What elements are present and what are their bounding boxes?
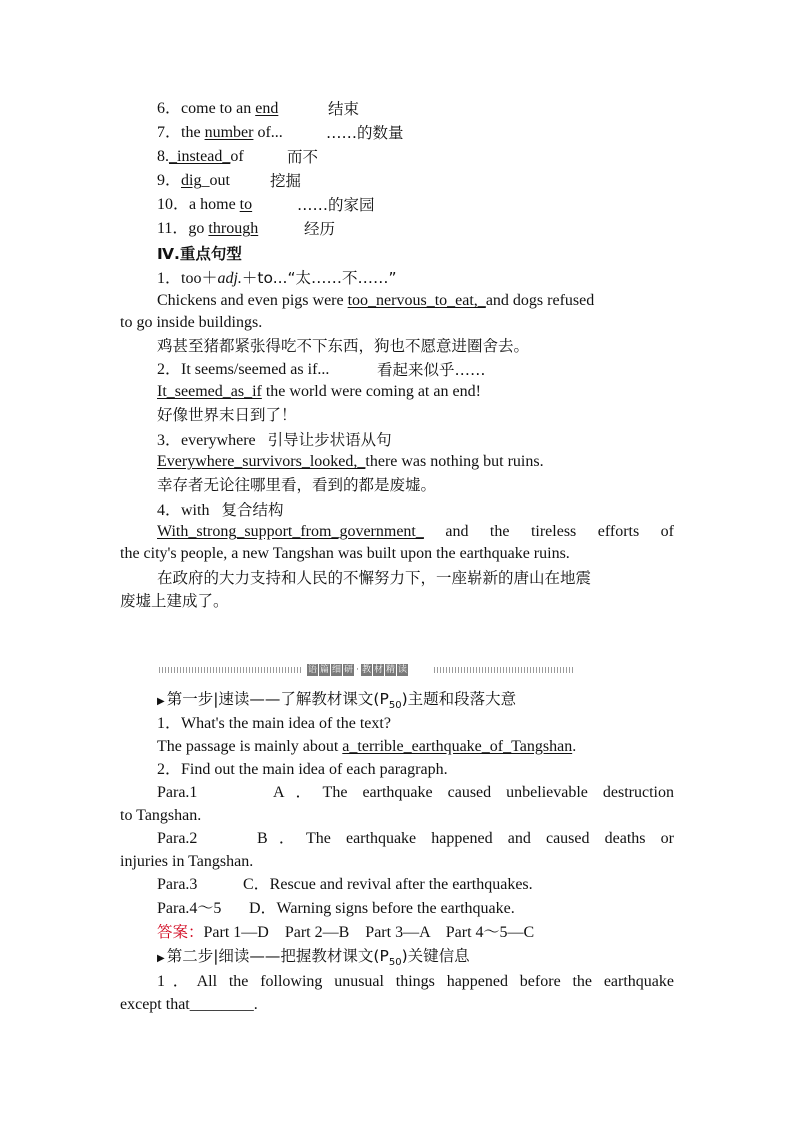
divider-char: 精 bbox=[385, 665, 395, 675]
vocab-answer: dig bbox=[181, 172, 202, 189]
vocab-number: 8. bbox=[157, 148, 169, 165]
vocab-text: of... bbox=[253, 124, 283, 141]
answer-line bbox=[157, 736, 576, 758]
vocab-number: 9． bbox=[157, 172, 182, 189]
pattern-heading bbox=[157, 359, 486, 381]
divider-pattern-right bbox=[434, 667, 574, 673]
question-cont: except that________. bbox=[120, 996, 258, 1013]
vocab-item bbox=[157, 194, 375, 216]
sentence-translation: 鸡甚至猪都紧张得吃不下东西，狗也不愿意进圈舍去。 bbox=[157, 337, 530, 355]
para-match bbox=[157, 828, 674, 850]
example-sentence bbox=[157, 290, 594, 312]
vocab-item bbox=[157, 146, 319, 168]
vocab-text: come to an bbox=[181, 100, 256, 117]
sentence-translation: 好像世界末日到了！ bbox=[157, 406, 297, 424]
vocab-item bbox=[157, 218, 336, 240]
step-title-text: )主题和段落大意 bbox=[401, 690, 517, 708]
question: 1．All the following unusual things happened before the earthquake bbox=[157, 973, 674, 990]
example-sentence bbox=[157, 451, 544, 473]
vocab-number: 7． bbox=[157, 124, 182, 141]
vocab-answer: number bbox=[204, 124, 254, 141]
question: 1．What's the main idea of the text? bbox=[157, 715, 391, 732]
example-sentence-cont: to go inside buildings. bbox=[120, 314, 263, 331]
vocab-text: _out bbox=[201, 172, 230, 189]
sentence-text: and the tireless efforts of bbox=[445, 523, 675, 540]
divider-char: 教 bbox=[361, 665, 371, 675]
step2-heading bbox=[157, 945, 470, 974]
pattern-heading bbox=[157, 499, 283, 522]
sentence-answer: It_seemed_as_if bbox=[157, 383, 262, 400]
vocab-meaning: 结束 bbox=[328, 100, 360, 118]
divider-char: 读 bbox=[397, 665, 407, 675]
para-option: A．The earthquake caused unbelievable destruction bbox=[273, 784, 674, 801]
para-option: D．Warning signs before the earthquake. bbox=[249, 900, 515, 917]
para-label: Para.2 bbox=[157, 830, 198, 847]
para-option-cont: injuries in Tangshan. bbox=[120, 853, 254, 870]
pattern-head-text: 3．everywhere bbox=[157, 432, 256, 449]
vocab-meaning: 经历 bbox=[304, 220, 336, 238]
sentence-text: the world were coming at an end! bbox=[261, 383, 481, 400]
question: 2．Find out the main idea of each paragraph. bbox=[157, 761, 448, 778]
pattern-head-text: ＋to...“太……不……” bbox=[241, 269, 397, 287]
divider-char: 篇 bbox=[320, 665, 330, 675]
para-option: C．Rescue and revival after the earthquakes. bbox=[243, 876, 533, 893]
pattern-head-text: 1．too＋ bbox=[157, 270, 218, 287]
triangle-icon: ▶ bbox=[157, 696, 165, 707]
step-title-sub: 50 bbox=[388, 957, 402, 969]
para-match bbox=[157, 898, 515, 920]
example-sentence bbox=[157, 381, 481, 403]
pattern-head-text: 2．It seems/seemed as if... bbox=[157, 361, 330, 378]
answer-text: The passage is mainly about bbox=[157, 738, 343, 755]
pattern-head-zh: 引导让步状语从句 bbox=[267, 431, 392, 449]
vocab-meaning: ……的家园 bbox=[297, 196, 375, 214]
divider-char: 细 bbox=[332, 665, 342, 675]
divider-char: 材 bbox=[373, 665, 383, 675]
step-title-text: 第一步|速读——了解教材课文(P bbox=[166, 690, 389, 708]
vocab-text: the bbox=[181, 124, 205, 141]
sentence-text: there was nothing but ruins. bbox=[365, 453, 544, 470]
answer-label: 答案： bbox=[157, 923, 204, 941]
example-sentence-cont: the city's people, a new Tangshan was built upon the earthquake ruins. bbox=[120, 545, 570, 562]
vocab-number: 10． bbox=[157, 196, 190, 213]
step-title-text: )关键信息 bbox=[401, 947, 470, 965]
vocab-meaning: 挖掘 bbox=[270, 172, 302, 190]
vocab-text: a home bbox=[189, 196, 240, 213]
para-option: B．The earthquake happened and caused deaths or bbox=[257, 830, 674, 847]
pattern-heading bbox=[157, 429, 392, 452]
para-label: Para.3 bbox=[157, 876, 198, 893]
step-title-sub: 50 bbox=[388, 700, 402, 712]
vocab-answer: _instead_ bbox=[169, 148, 231, 165]
sentence-translation-cont: 废墟上建成了。 bbox=[120, 592, 229, 610]
pattern-head-zh: 复合结构 bbox=[221, 501, 284, 519]
sentence-answer: too_nervous_to_eat,_ bbox=[347, 292, 486, 309]
para-label: Para.4～5 bbox=[157, 900, 222, 917]
vocab-number: 11． bbox=[157, 220, 189, 237]
vocab-answer: end bbox=[255, 100, 279, 117]
section-title: Ⅳ.重点句型 bbox=[157, 245, 242, 263]
sentence-text: Chickens and even pigs were bbox=[157, 292, 348, 309]
answer-key bbox=[157, 921, 534, 944]
divider-label bbox=[307, 664, 409, 676]
triangle-icon: ▶ bbox=[157, 953, 165, 964]
example-sentence bbox=[157, 521, 674, 543]
pattern-head-text: 4．with bbox=[157, 502, 210, 519]
pattern-heading bbox=[157, 267, 397, 290]
sentence-translation: 在政府的大力支持和人民的不懈努力下，一座崭新的唐山在地震 bbox=[157, 569, 592, 587]
pattern-head-zh: 看起来似乎…… bbox=[377, 361, 486, 379]
sentence-text: and dogs refused bbox=[485, 292, 595, 309]
sentence-answer: Everywhere_survivors_looked,_ bbox=[157, 453, 366, 470]
answer-fill: a_terrible_earthquake_of_Tangshan bbox=[342, 738, 573, 755]
vocab-answer: to bbox=[239, 196, 253, 213]
vocab-item bbox=[157, 122, 404, 144]
divider-char: 语 bbox=[308, 665, 318, 675]
vocab-item bbox=[157, 98, 360, 120]
divider-char: 研 bbox=[344, 665, 354, 675]
vocab-text: go bbox=[188, 220, 209, 237]
para-label: Para.1 bbox=[157, 784, 198, 801]
answer-text: . bbox=[572, 738, 577, 755]
step-title-text: 第二步|细读——把握教材课文(P bbox=[166, 947, 389, 965]
divider-pattern-left bbox=[159, 667, 303, 673]
vocab-text: of bbox=[230, 148, 244, 165]
para-match bbox=[157, 782, 674, 804]
pattern-head-adj: adj. bbox=[217, 270, 242, 287]
sentence-translation: 幸存者无论往哪里看，看到的都是废墟。 bbox=[157, 476, 437, 494]
vocab-number: 6． bbox=[157, 100, 182, 117]
para-match bbox=[157, 874, 533, 896]
sentence-answer: With_strong_support_from_government_ bbox=[157, 523, 424, 540]
para-option-cont: to Tangshan. bbox=[120, 807, 202, 824]
answer-key-text: Part 1—D Part 2—B Part 3—A Part 4～5—C bbox=[203, 924, 535, 941]
vocab-meaning: ……的数量 bbox=[326, 124, 404, 142]
vocab-item bbox=[157, 170, 302, 192]
vocab-meaning: 而不 bbox=[287, 148, 319, 166]
divider-char: · bbox=[356, 665, 359, 675]
vocab-answer: through bbox=[208, 220, 259, 237]
section-divider bbox=[159, 664, 574, 676]
